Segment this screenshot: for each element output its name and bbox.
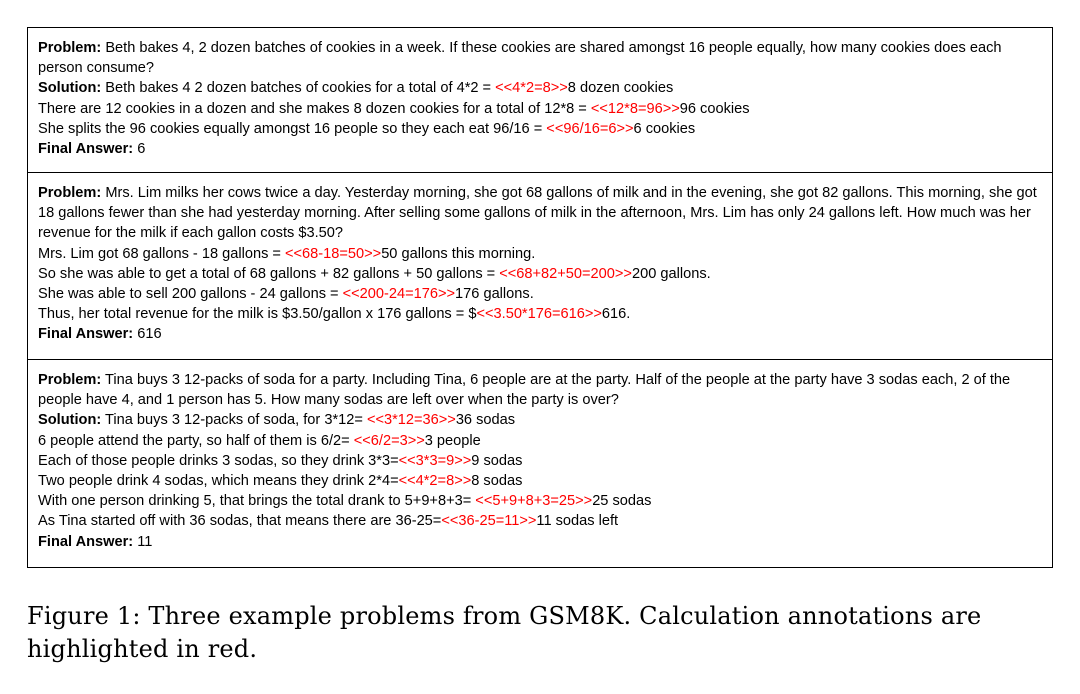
problem-text (38, 370, 1042, 410)
final-answer-label: Final Answer: (38, 326, 134, 343)
solution-line (38, 491, 1042, 511)
solution-text: Tina buys 3 12-packs of soda, for 3*12= (105, 412, 367, 429)
solution-text: There are 12 cookies in a dozen and she makes 8 dozen cookies for a total of 12*8 = (38, 100, 591, 117)
problem-label: Problem: (38, 185, 102, 201)
solution-text: So she was able to get a total of 68 gallons + 82 gallons + 50 gallons = (38, 265, 500, 282)
solution-line (38, 244, 1042, 264)
solution-label: Solution: (38, 80, 102, 97)
solution-line (38, 99, 1042, 119)
solution-text: Mrs. Lim got 68 gallons - 18 gallons = (38, 245, 286, 262)
problem-statement: Mrs. Lim milks her cows twice a day. Yesterday morning, she got 68 gallons of milk and in the evening, she got 82 gallons. This morning, she got 18 gallons fewer than she had yesterday morning. After selling some gallons of milk in the afternoon, Mrs. Lim has only 24 gallons left. How much was her revenue for the milk if each gallon costs $3.50? (38, 185, 1037, 242)
problem-statement: Beth bakes 4, 2 dozen batches of cookies in a week. If these cookies are shared amongst 16 people equally, how many cookies does each person consume? (38, 40, 1002, 77)
calculation-annotation: <<68-18=50>> (285, 245, 382, 262)
problem-text (38, 183, 1042, 244)
calculation-annotation: <<96/16=6>> (546, 120, 634, 137)
solution-text: 6 people attend the party, so half of them is 6/2= (38, 432, 354, 449)
solution-text: Thus, her total revenue for the milk is $3.50/gallon x 176 gallons = $ (38, 306, 477, 323)
example-box-1 (28, 28, 1052, 172)
final-answer-line (38, 532, 1042, 552)
solution-text: 8 dozen cookies (567, 80, 674, 97)
solution-line (38, 511, 1042, 531)
solution-text: With one person drinking 5, that brings the total drank to 5+9+8+3= (38, 493, 476, 510)
figure-caption: Figure 1: Three example problems from GSM8K. Calculation annotations are highlighted in red. (27, 602, 982, 663)
solution-text: As Tina started off with 36 sodas, that means there are 36-25= (38, 513, 442, 530)
solution-line (38, 119, 1042, 139)
solution-line (38, 304, 1042, 324)
solution-text: 3 people (424, 432, 481, 449)
solution-line (38, 78, 1042, 98)
calculation-annotation: <<12*8=96>> (590, 100, 680, 117)
solution-line (38, 471, 1042, 491)
solution-line (38, 451, 1042, 471)
solution-text: 616. (601, 306, 631, 323)
calculation-annotation: <<4*2=8>> (398, 473, 472, 490)
calculation-annotation: <<36-25=11>> (441, 513, 537, 530)
calculation-annotation: <<200-24=176>> (342, 286, 456, 303)
solution-text: Each of those people drinks 3 sodas, so they drink 3*3= (38, 452, 399, 469)
solution-text: Two people drink 4 sodas, which means they drink 2*4= (38, 473, 399, 490)
solution-line (38, 431, 1042, 451)
problem-label: Problem: (38, 372, 102, 388)
solution-text: 96 cookies (679, 100, 750, 117)
solution-text: 25 sodas (592, 493, 652, 510)
calculation-annotation: <<3*3=9>> (398, 452, 472, 469)
solution-text: 36 sodas (455, 412, 516, 429)
solution-text: 200 gallons. (631, 265, 711, 282)
solution-label: Solution: (38, 412, 102, 429)
examples-panel (27, 27, 1053, 568)
solution-text: 11 sodas left (536, 513, 619, 530)
solution-text: 50 gallons this morning. (381, 245, 536, 262)
solution-text: 8 sodas (471, 473, 523, 490)
final-answer-label: Final Answer: (38, 533, 134, 550)
solution-text: She was able to sell 200 gallons - 24 gallons = (38, 286, 343, 303)
final-answer-line (38, 139, 1042, 159)
calculation-annotation: <<3.50*176=616>> (476, 306, 602, 323)
final-answer-value: 616 (137, 326, 162, 343)
solution-text: 9 sodas (471, 452, 523, 469)
problem-statement: Tina buys 3 12-packs of soda for a party. Including Tina, 6 people are at the party. Half of the people at the party have 3 sodas each, 2 of the people have 4, and 1 person has 5. How many sodas are left over when the party is over? (38, 372, 1011, 409)
solution-text: 6 cookies (633, 120, 696, 137)
problem-text (38, 38, 1042, 78)
calculation-annotation: <<5+9+8+3=25>> (475, 493, 593, 510)
calculation-annotation: <<6/2=3>> (353, 432, 425, 449)
problem-label: Problem: (38, 40, 102, 56)
solution-line (38, 264, 1042, 284)
solution-text: 176 gallons. (455, 286, 534, 303)
example-box-3 (28, 359, 1052, 567)
solution-line (38, 410, 1042, 430)
example-box-2 (28, 172, 1052, 359)
calculation-annotation: <<3*12=36>> (366, 412, 456, 429)
calculation-annotation: <<68+82+50=200>> (499, 265, 632, 282)
final-answer-line (38, 324, 1042, 344)
solution-text: She splits the 96 cookies equally amongst 16 people so they each eat 96/16 = (38, 120, 547, 137)
final-answer-value: 6 (137, 141, 146, 158)
final-answer-label: Final Answer: (38, 141, 134, 158)
calculation-annotation: <<4*2=8>> (495, 80, 568, 97)
solution-line (38, 284, 1042, 304)
solution-text: Beth bakes 4 2 dozen batches of cookies for a total of 4*2 = (105, 80, 496, 97)
final-answer-value: 11 (137, 533, 153, 550)
